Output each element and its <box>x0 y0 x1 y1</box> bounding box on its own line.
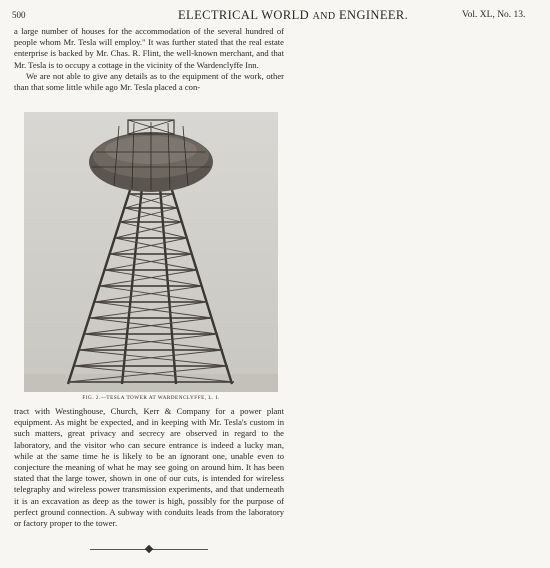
volume-number: Vol. XL, No. 13. <box>462 10 526 20</box>
tesla-tower-illustration <box>24 112 278 392</box>
article-text-bottom <box>14 406 284 529</box>
end-of-article-rule <box>90 546 208 552</box>
article-text-top <box>14 26 284 93</box>
paragraph: tract with Westinghouse, Church, Kerr & Company for a power plant equipment. As might be expected, and in keeping with Mr. Tesla's custom in such matters, great privacy and secrecy are observed in regard to the laboratory, and the visitor who can secure entrance is indeed a lucky man, while at the same time he is likely to be an ignorant one, unable even to conjecture the meaning of what he may see going on around him. It has been stated that the large tower, shown in one of our cuts, is intended for wireless telegraphy and wireless power transmission experiments, and that underneath it is an excavation as deep as the tower is high, possibly for the purpose of perfect ground connection. A subway with conduits leads from the laboratory or factory proper to the tower. <box>14 406 284 529</box>
figure-caption: FIG. 2.—TESLA TOWER AT WARDENCLYFFE, L. I. <box>82 395 220 401</box>
paragraph: a large number of houses for the accommodation of the several hundred of people whom Mr. Tesla will employ." It was further stated that the real estate enterprise is backed by Mr. Chas. R. Flint, the well-known merchant, and that Mr. Tesla is to occupy a cottage in the vicinity of the Wardenclyffe Inn. <box>14 26 284 70</box>
page-number: 500 <box>12 10 26 20</box>
rule-ornament <box>145 545 153 553</box>
tower-photograph <box>24 112 278 392</box>
blank-column <box>300 26 540 556</box>
paragraph: We are not able to give any details as to the equipment of the work, other than that some little while ago Mr. Tesla placed a con- <box>14 70 284 93</box>
running-header <box>0 8 550 24</box>
journal-title: ELECTRICAL WORLD AND ENGINEER. <box>178 8 409 22</box>
